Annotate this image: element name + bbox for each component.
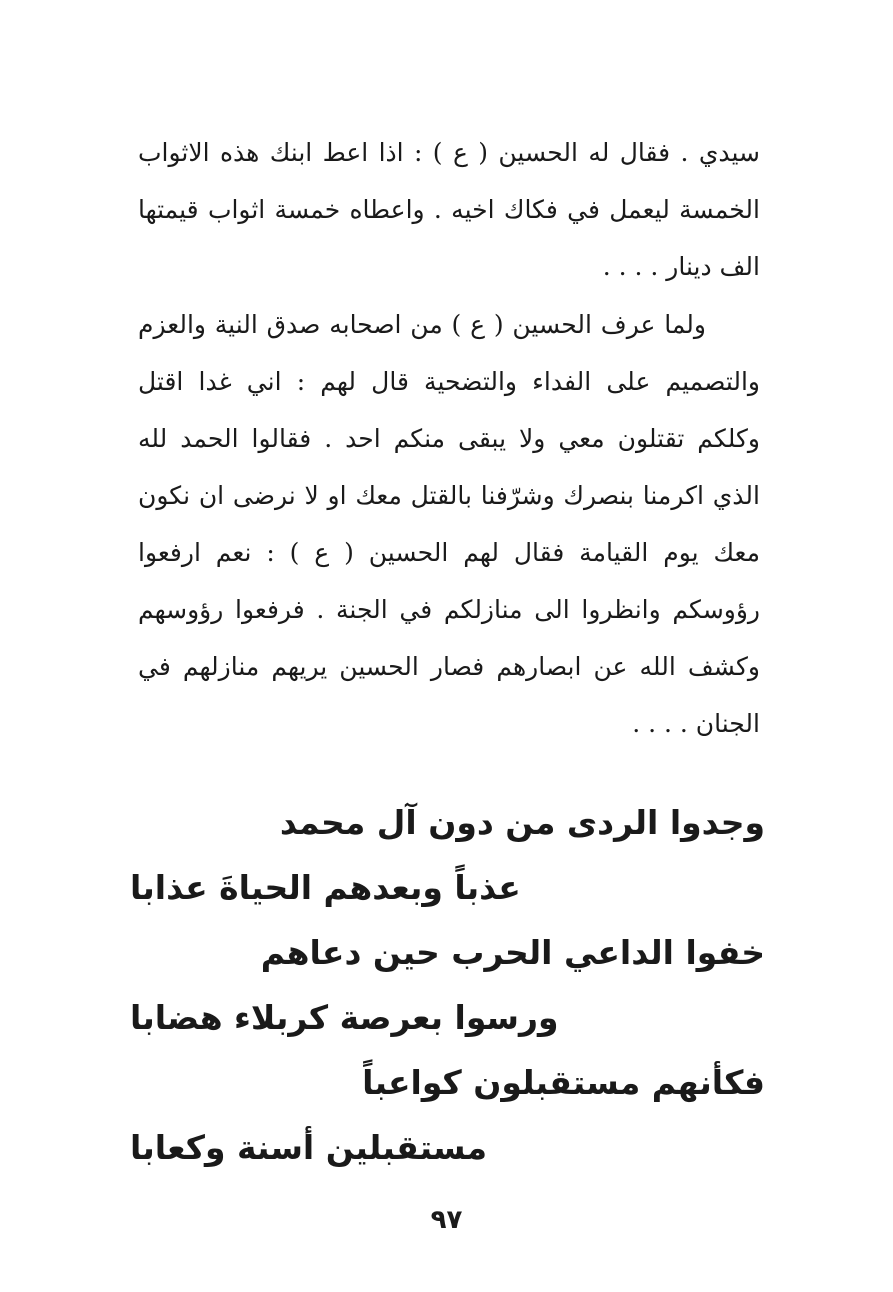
paragraph-2-text: ولما عرف الحسين ( ع ) من اصحابه صدق النية والعزم والتصميم على الفداء والتضحية قال لهم : اني غدا اقتل وكلكم تقتلون معي ولا يبقى منكم احد . فقالوا الحمد لله الذي اكرمنا بنصرك وشرّفنا بالقتل معك او لا نرضى ان نكون معك يوم القيامة فقال لهم الحسين ( ع ) : نعم ارفعوا رؤوسكم وانظروا الى منازلكم في الجنة . فرفعوا رؤوسهم وكشف الله عن ابصارهم فصار الحسين يريهم منازلهم في الجنان . . . . bbox=[138, 310, 760, 738]
poem bbox=[130, 790, 765, 1180]
paragraph-1-text: سيدي . فقال له الحسين ( ع ) : اذا اعط ابنك هذه الاثواب الخمسة ليعمل في فكاك اخيه . واعطاه خمسة اثواب قيمتها الف دينار . . . . bbox=[138, 138, 760, 281]
page-number: ٩٧ bbox=[430, 1205, 463, 1235]
paragraph-2 bbox=[138, 296, 760, 752]
poem-verse-3: خفوا الداعي الحرب حين دعاهم bbox=[260, 933, 765, 972]
poem-verse-6: مستقبلين أسنة وكعابا bbox=[130, 1128, 488, 1167]
poem-verse-4: ورسوا بعرصة كربلاء هضابا bbox=[130, 998, 559, 1037]
poem-verse-1: وجدوا الردى من دون آل محمد bbox=[279, 803, 765, 842]
paragraph-1 bbox=[138, 124, 760, 295]
poem-verse-5: فكأنهم مستقبلون كواعباً bbox=[362, 1063, 765, 1102]
poem-verse-2: عذباً وبعدهم الحياةَ عذابا bbox=[130, 868, 521, 907]
